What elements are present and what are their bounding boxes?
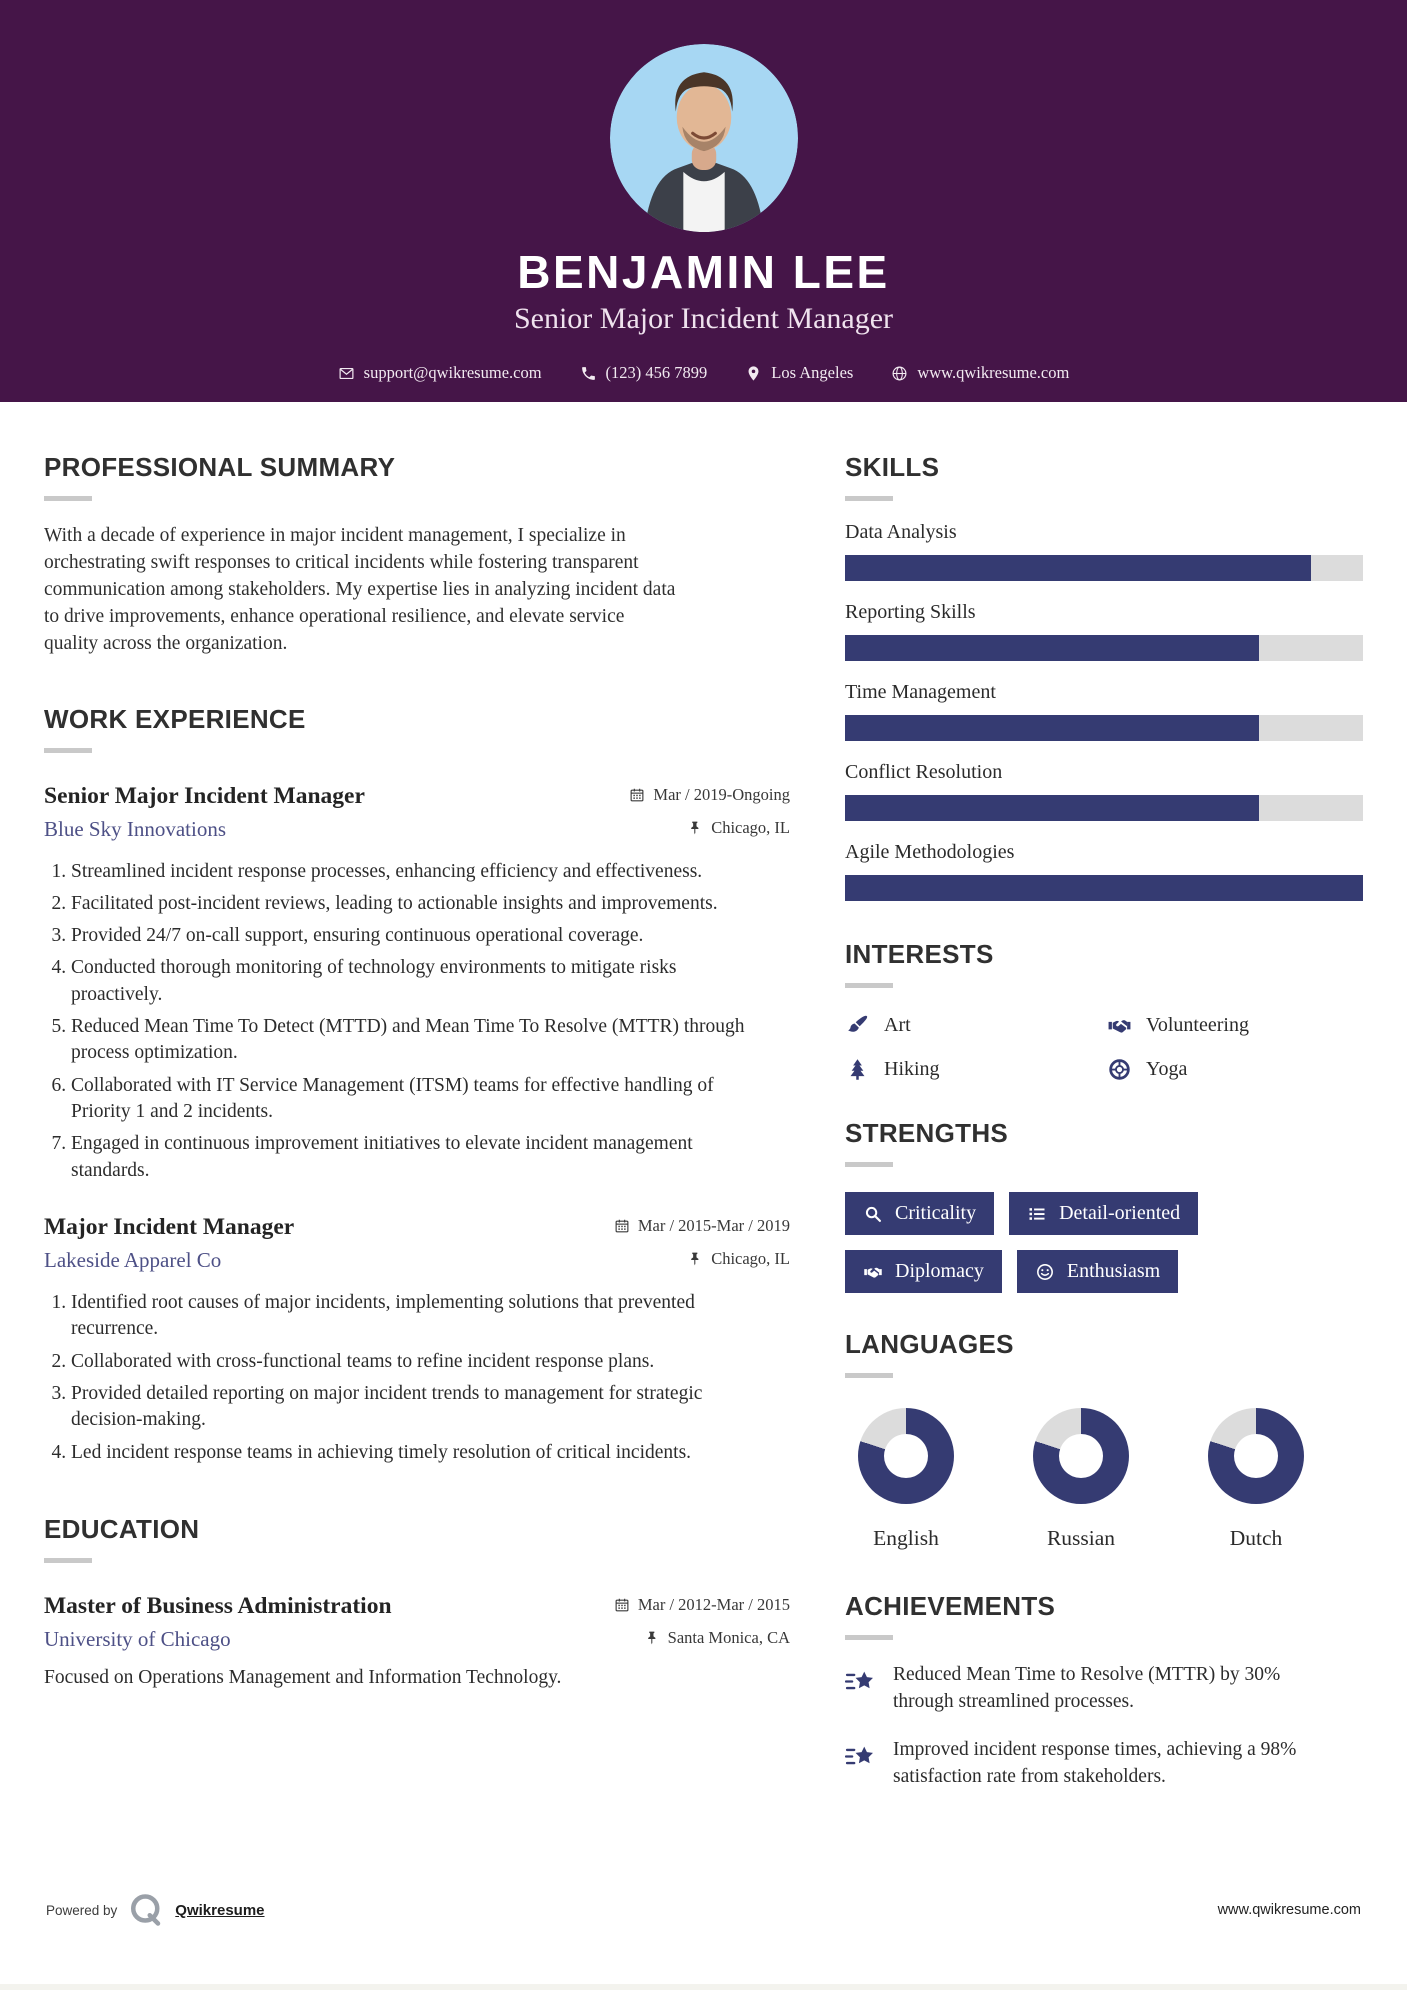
- right-column: [845, 452, 1363, 1790]
- contact-email[interactable]: [338, 363, 542, 383]
- skill-item: [845, 601, 1363, 661]
- job-bullet: 2. Facilitated post-incident reviews, leading to actionable insights and improvements.: [71, 891, 750, 917]
- pushpin-icon: [687, 820, 703, 836]
- job-date-text: Mar / 2015-Mar / 2019: [637, 1215, 790, 1235]
- job-location-text: Chicago, IL: [711, 817, 790, 837]
- skill-bar-track: [845, 875, 1363, 901]
- skill-bar-fill: [845, 715, 1259, 741]
- section-underline: [845, 496, 893, 501]
- section-heading: LANGUAGES: [845, 1329, 1014, 1359]
- left-column: [44, 452, 790, 1790]
- contact-phone-text: (123) 456 7899: [605, 363, 708, 382]
- contact-row: [338, 363, 1070, 383]
- person-name: BENJAMIN LEE: [517, 246, 890, 298]
- education-date-text: Mar / 2012-Mar / 2015: [637, 1594, 790, 1614]
- section-underline: [44, 1558, 92, 1563]
- job-title: Major Incident Manager: [44, 1213, 295, 1240]
- school-name: University of Chicago: [44, 1626, 231, 1651]
- powered-by-label: Powered by: [46, 1902, 118, 1918]
- strength-badge-detail-oriented: [1009, 1192, 1198, 1235]
- achievement-text: Reduced Mean Time to Resolve (MTTR) by 30% through streamlined processes.: [893, 1664, 1281, 1712]
- skill-bar-track: [845, 635, 1363, 661]
- section-work-experience: [44, 704, 790, 1466]
- section-heading: EDUCATION: [44, 1513, 200, 1544]
- section-underline: [845, 1635, 893, 1640]
- handshake-icon: [1107, 1013, 1132, 1038]
- skill-label: Agile Methodologies: [845, 841, 1015, 863]
- profile-photo: [610, 44, 798, 232]
- achievement-item: [845, 1737, 1335, 1790]
- section-achievements: [845, 1591, 1363, 1790]
- section-strengths: [845, 1118, 1363, 1293]
- job-date-text: Mar / 2019-Ongoing: [653, 784, 790, 804]
- contact-website[interactable]: [891, 363, 1069, 383]
- skill-item: [845, 521, 1363, 581]
- section-heading: PROFESSIONAL SUMMARY: [44, 452, 396, 482]
- strength-label: Diplomacy: [895, 1260, 984, 1282]
- list-icon: [1027, 1204, 1047, 1224]
- interest-label: Volunteering: [1146, 1014, 1249, 1036]
- skill-list: [845, 521, 1363, 901]
- education-location-text: Santa Monica, CA: [667, 1627, 790, 1647]
- education-date: [614, 1595, 790, 1615]
- degree-title: Master of Business Administration: [44, 1592, 392, 1619]
- interest-label: Art: [884, 1014, 911, 1036]
- job-location-text: Chicago, IL: [711, 1248, 790, 1268]
- phone-icon: [580, 365, 597, 382]
- language-item: [845, 1408, 967, 1551]
- job-bullet-list: [44, 1290, 750, 1466]
- skill-bar-track: [845, 555, 1363, 581]
- wheel-icon: [1107, 1057, 1132, 1082]
- section-heading: INTERESTS: [845, 939, 994, 969]
- job-header-row: [44, 783, 790, 810]
- globe-icon: [891, 365, 908, 382]
- section-professional-summary: [44, 452, 790, 658]
- skill-label: Data Analysis: [845, 521, 957, 543]
- job-bullet-list: [44, 859, 750, 1184]
- education-note: Focused on Operations Management and Information Technology.: [44, 1666, 562, 1688]
- language-item: [1195, 1408, 1317, 1551]
- contact-location-text: Los Angeles: [771, 363, 854, 382]
- job-bullet: 2. Collaborated with cross-functional teams to refine incident response plans.: [71, 1349, 750, 1375]
- job-company: Blue Sky Innovations: [44, 816, 226, 841]
- interest-item-yoga: [1107, 1057, 1363, 1082]
- summary-paragraph: With a decade of experience in major incident management, I specialize in orchestrating swift responses to critical incidents while fostering transparent communication among stakeholders. My expertise lies in analyzing incident data to drive improvements, enhance operational resilience, and elevate service quality across the organization.: [44, 525, 676, 654]
- section-underline: [44, 748, 92, 753]
- contact-phone[interactable]: [580, 363, 708, 383]
- section-heading: SKILLS: [845, 452, 940, 482]
- section-heading: WORK EXPERIENCE: [44, 703, 306, 734]
- job-location: [687, 1249, 790, 1269]
- section-languages: [845, 1329, 1363, 1551]
- contact-website-text: www.qwikresume.com: [917, 363, 1070, 382]
- footer: [0, 1852, 1407, 1984]
- interests-grid: [845, 1013, 1363, 1082]
- language-list: [845, 1408, 1317, 1551]
- bottom-strip: [0, 1984, 1407, 1990]
- education-header-row: [44, 1593, 790, 1620]
- skill-item: [845, 761, 1363, 821]
- skill-bar-track: [845, 715, 1363, 741]
- powered-by: [46, 1892, 265, 1928]
- job-bullet: 5. Reduced Mean Time To Detect (MTTD) and Mean Time To Resolve (MTTR) through process optimization.: [71, 1014, 750, 1067]
- skill-label: Reporting Skills: [845, 601, 976, 623]
- job-bullet: 6. Collaborated with IT Service Management (ITSM) teams for effective handling of Priority 1 and 2 incidents.: [71, 1073, 750, 1126]
- job-company: Lakeside Apparel Co: [44, 1247, 222, 1272]
- interest-label: Yoga: [1146, 1058, 1188, 1080]
- pushpin-icon: [644, 1630, 660, 1646]
- calendar-icon: [614, 1218, 630, 1234]
- section-interests: [845, 939, 1363, 1082]
- job-bullet: 1. Identified root causes of major incidents, implementing solutions that prevented recurrence.: [71, 1290, 750, 1343]
- location-pin-icon: [745, 365, 762, 382]
- skill-label: Conflict Resolution: [845, 761, 1003, 783]
- job-header-row: [44, 1214, 790, 1241]
- footer-website-link[interactable]: www.qwikresume.com: [1217, 1902, 1361, 1918]
- strength-label: Criticality: [895, 1202, 977, 1224]
- language-label: English: [873, 1526, 939, 1550]
- interest-item-art: [845, 1013, 1107, 1038]
- job-bullet: 3. Provided 24/7 on-call support, ensuring continuous operational coverage.: [71, 923, 750, 949]
- skill-bar-fill: [845, 635, 1259, 661]
- skill-item: [845, 681, 1363, 741]
- envelope-icon: [338, 365, 355, 382]
- skill-bar-fill: [845, 795, 1259, 821]
- contact-email-text: support@qwikresume.com: [363, 363, 542, 382]
- shooting-star-icon: [845, 1740, 878, 1773]
- qwikresume-link[interactable]: Qwikresume: [175, 1901, 265, 1919]
- skill-label: Time Management: [845, 681, 996, 703]
- job-location: [687, 818, 790, 838]
- job-bullet: 4. Led incident response teams in achieving timely resolution of critical incidents.: [71, 1440, 750, 1466]
- section-underline: [44, 496, 92, 501]
- strength-badge-enthusiasm: [1017, 1250, 1178, 1293]
- magnifier-icon: [863, 1204, 883, 1224]
- skill-bar-fill: [845, 555, 1311, 581]
- job-entry: [44, 1214, 790, 1466]
- education-subheader-row: [44, 1627, 790, 1652]
- section-underline: [845, 983, 893, 988]
- paintbrush-icon: [845, 1013, 870, 1038]
- job-bullet: 7. Engaged in continuous improvement initiatives to elevate incident management standards.: [71, 1131, 750, 1184]
- language-item: [1020, 1408, 1142, 1551]
- pushpin-icon: [687, 1251, 703, 1267]
- interest-item-volunteering: [1107, 1013, 1363, 1038]
- strength-badges: [845, 1192, 1250, 1293]
- language-donut-chart: [1033, 1408, 1129, 1504]
- handshake-icon: [863, 1262, 883, 1282]
- job-bullet: 1. Streamlined incident response processes, enhancing efficiency and effectiveness.: [71, 859, 750, 885]
- job-date: [614, 1216, 790, 1236]
- language-donut-chart: [1208, 1408, 1304, 1504]
- job-entry: [44, 783, 790, 1184]
- skill-item: [845, 841, 1363, 901]
- job-list: [44, 783, 790, 1466]
- strength-label: Detail-oriented: [1059, 1202, 1181, 1224]
- strength-badge-diplomacy: [845, 1250, 1002, 1293]
- shooting-star-icon: [845, 1665, 878, 1698]
- job-title: Senior Major Incident Manager: [44, 782, 365, 809]
- section-underline: [845, 1373, 893, 1378]
- interest-label: Hiking: [884, 1058, 940, 1080]
- job-date: [629, 785, 790, 805]
- language-donut-chart: [858, 1408, 954, 1504]
- interest-item-hiking: [845, 1057, 1107, 1082]
- qwikresume-logo-icon: [128, 1892, 164, 1928]
- profile-photo-illustration: [610, 44, 798, 232]
- content-columns: [0, 402, 1407, 1790]
- contact-location: [745, 363, 853, 383]
- job-bullet: 4. Conducted thorough monitoring of technology environments to mitigate risks proactively.: [71, 955, 750, 1008]
- education-location: [644, 1628, 790, 1648]
- section-skills: [845, 452, 1363, 901]
- job-subheader-row: [44, 1248, 790, 1273]
- job-subheader-row: [44, 817, 790, 842]
- pine-tree-icon: [845, 1057, 870, 1082]
- achievement-item: [845, 1662, 1335, 1715]
- skill-bar-fill: [845, 875, 1363, 901]
- calendar-icon: [614, 1597, 630, 1613]
- skill-bar-track: [845, 795, 1363, 821]
- section-heading: ACHIEVEMENTS: [845, 1591, 1056, 1621]
- section-education: [44, 1514, 790, 1689]
- strength-badge-criticality: [845, 1192, 994, 1235]
- section-underline: [845, 1162, 893, 1167]
- education-entry: [44, 1593, 790, 1689]
- language-label: Dutch: [1229, 1526, 1283, 1550]
- language-label: Russian: [1046, 1526, 1116, 1550]
- section-heading: STRENGTHS: [845, 1118, 1009, 1148]
- person-job-title: Senior Major Incident Manager: [513, 302, 894, 335]
- calendar-icon: [629, 787, 645, 803]
- smiley-icon: [1035, 1262, 1055, 1282]
- job-bullet: 3. Provided detailed reporting on major incident trends to management for strategic decision-making.: [71, 1381, 750, 1434]
- header: [0, 0, 1407, 402]
- achievement-text: Improved incident response times, achieving a 98% satisfaction rate from stakeholders.: [893, 1739, 1297, 1787]
- strength-label: Enthusiasm: [1066, 1260, 1161, 1282]
